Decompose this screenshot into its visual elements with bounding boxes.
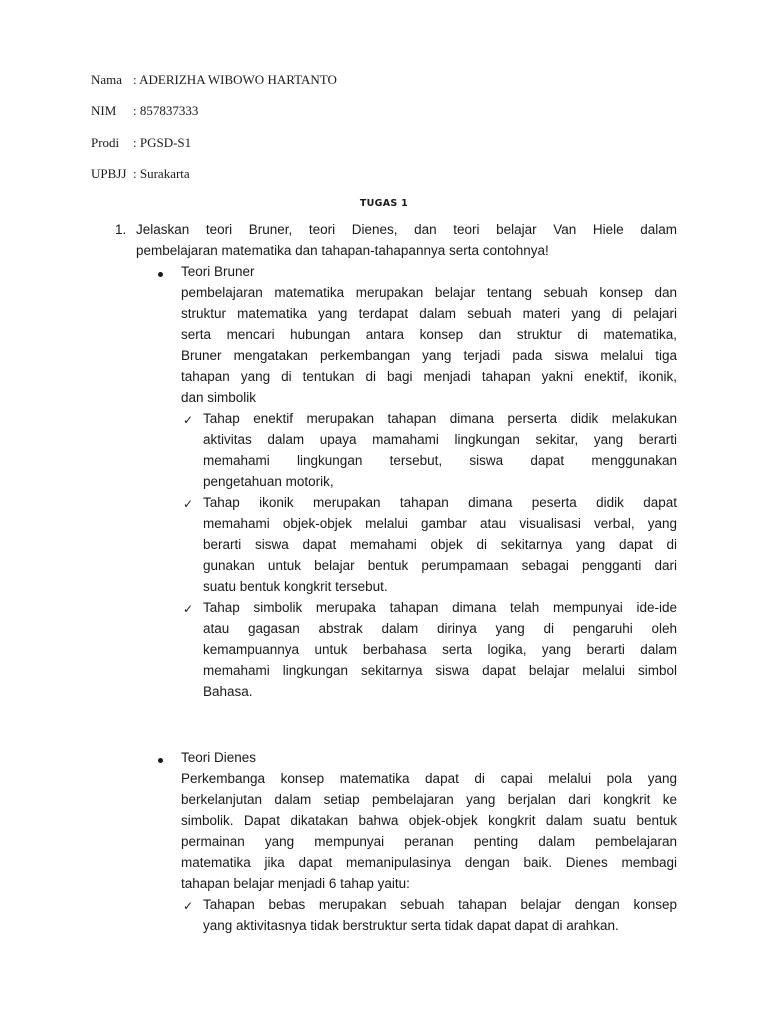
bruner-item-line: Bahasa. (203, 684, 253, 699)
nim-row (91, 103, 199, 119)
bullet-icon (158, 758, 163, 763)
dienes-item-line: yang aktivitasnya tidak berstruktur serta tidak dapat dapat di arahkan. (203, 918, 619, 933)
question-number: 1. (115, 222, 127, 237)
bruner-paragraph-line: struktur matematika yang terdapat dalam sebuah materi yang di pelajari (181, 306, 677, 321)
dienes-paragraph-line: tahapan belajar menjadi 6 tahap yaitu: (181, 876, 410, 891)
bruner-item-line: gunakan untuk belajar bentuk perumpamaan sebagai pengganti dari (203, 558, 677, 573)
checkmark-icon: ✓ (183, 899, 194, 913)
bruner-item-line: kemampuannya untuk berbahasa serta logika, yang berarti dalam (203, 642, 677, 657)
checkmark-icon: ✓ (183, 602, 194, 616)
nama-label: Nama (91, 72, 123, 87)
bruner-paragraph-line: dan simbolik (181, 390, 257, 405)
nim-label: NIM (91, 103, 117, 118)
upbjj-row (91, 166, 190, 182)
bruner-paragraph-line: Bruner mengatakan perkembangan yang terjadi pada siswa melalui tiga (181, 348, 677, 363)
upbjj-value: : Surakarta (133, 166, 190, 181)
dienes-heading: Teori Dienes (181, 750, 257, 765)
bruner-item-line: aktivitas dalam upaya mamahami lingkungan sekitar, yang berarti (203, 432, 677, 447)
dienes-paragraph-line: Perkembanga konsep matematika dapat di capai melalui pola yang (181, 771, 677, 786)
dienes-paragraph-line: simbolik. Dapat dikatakan bahwa objek-objek kongkrit dalam suatu bentuk (181, 813, 677, 828)
dienes-item-line: Tahapan bebas merupakan sebuah tahapan belajar dengan konsep (203, 897, 677, 912)
bruner-item-line: berarti siswa dapat memahami objek di sekitarnya yang dapat di (203, 537, 677, 552)
dienes-paragraph-line: matematika jika dapat memanipulasinya dengan baik. Dienes membagi (181, 855, 677, 870)
dienes-paragraph-line: berkelanjutan dalam setiap pembelajaran yang berjalan dari kongkrit ke (181, 792, 677, 807)
nama-row (91, 72, 337, 88)
question-line: pembelajaran matematika dan tahapan-tahapannya serta contohnya! (136, 243, 549, 258)
bruner-item-line: suatu bentuk kongkrit tersebut. (203, 579, 388, 594)
prodi-value: : PGSD-S1 (133, 135, 192, 150)
bruner-paragraph-line: serta mencari hubungan antara konsep dan struktur di matematika, (181, 327, 677, 342)
bruner-item-line: memahami objek-objek melalui gambar atau visualisasi verbal, yang (203, 516, 677, 531)
bruner-item-line: Tahap simbolik merupaka tahapan dimana telah mempunyai ide-ide (203, 600, 677, 615)
question-line: Jelaskan teori Bruner, teori Dienes, dan teori belajar Van Hiele dalam (136, 222, 677, 237)
bruner-heading: Teori Bruner (181, 264, 255, 279)
prodi-label: Prodi (91, 135, 120, 150)
prodi-row (91, 135, 192, 151)
bruner-item-line: Tahap ikonik merupakan tahapan dimana peserta didik dapat (203, 495, 677, 510)
nim-value: : 857837333 (133, 103, 199, 118)
bruner-paragraph-line: tahapan yang di tentukan di bagi menjadi tahapan yakni enektif, ikonik, (181, 369, 677, 384)
bruner-item-line: memahami lingkungan tersebut, siswa dapat menggunakan (203, 453, 677, 468)
bruner-item-line: atau gagasan abstrak dalam dirinya yang di pengaruhi oleh (203, 621, 677, 636)
checkmark-icon: ✓ (183, 497, 194, 511)
page-title: TUGAS 1 (359, 198, 409, 209)
checkmark-icon: ✓ (183, 413, 194, 427)
dienes-paragraph-line: permainan yang mempunyai peranan penting dalam pembelajaran (181, 834, 677, 849)
bruner-item-line: pengetahuan motorik, (203, 474, 334, 489)
bruner-paragraph-line: pembelajaran matematika merupakan belajar tentang sebuah konsep dan (181, 285, 677, 300)
upbjj-label: UPBJJ (91, 166, 127, 181)
bruner-item-line: Tahap enektif merupakan tahapan dimana perserta didik melakukan (203, 411, 677, 426)
bruner-item-line: memahami lingkungan sekitarnya siswa dapat belajar melalui simbol (203, 663, 677, 678)
nama-value: : ADERIZHA WIBOWO HARTANTO (133, 72, 337, 87)
bullet-icon (158, 272, 163, 277)
